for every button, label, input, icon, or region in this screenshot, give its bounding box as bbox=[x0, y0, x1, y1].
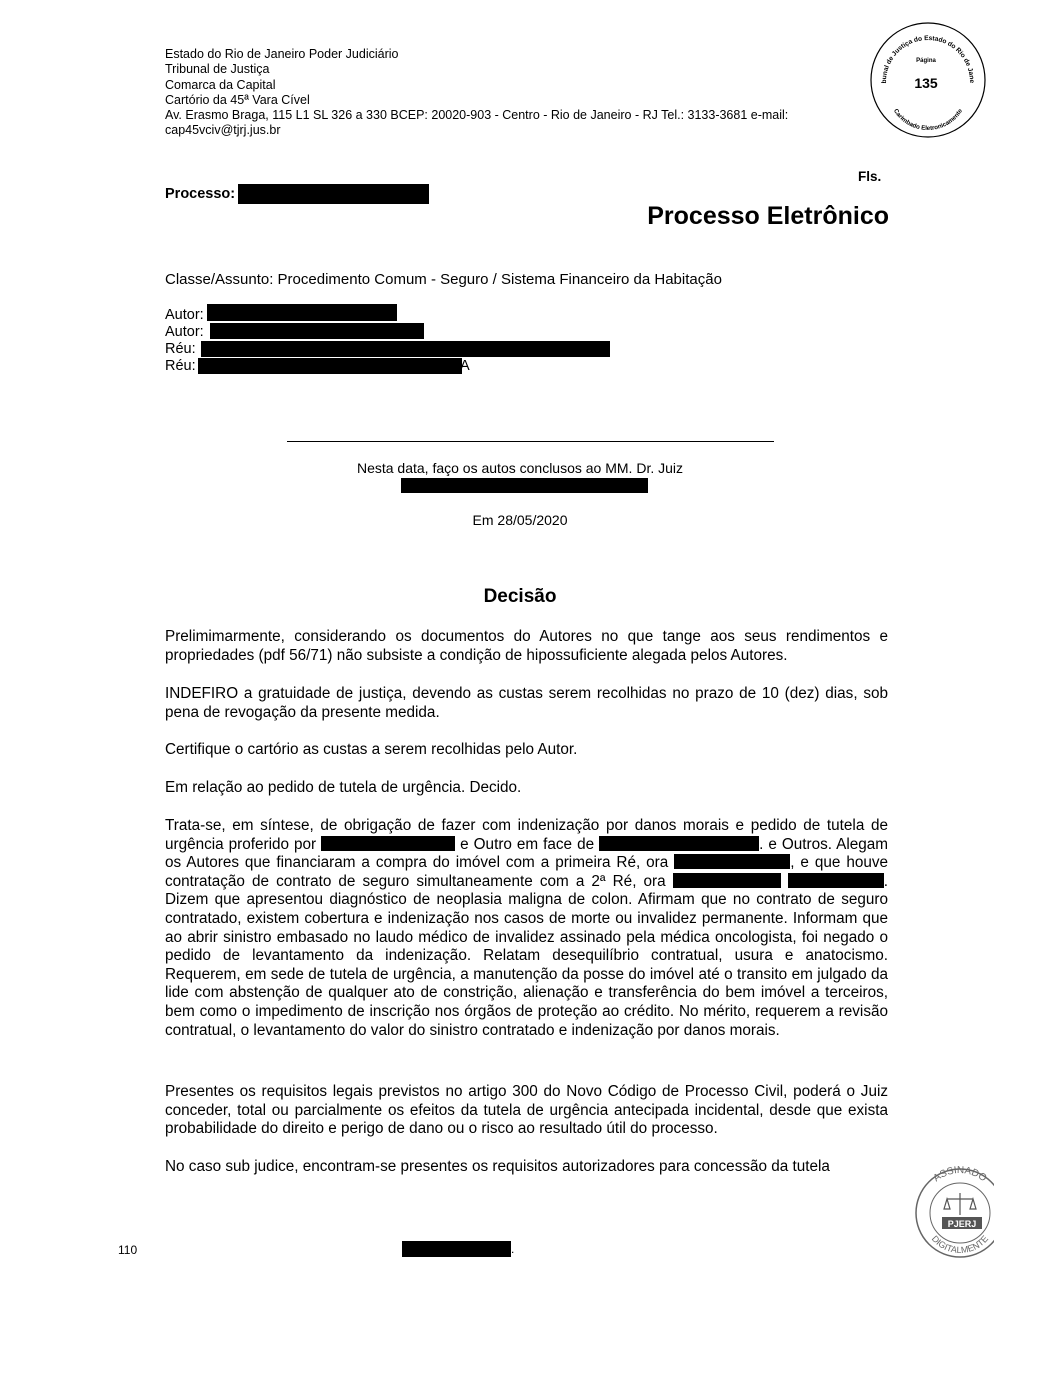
electronic-seal bbox=[868, 20, 986, 138]
redacted-party bbox=[210, 323, 424, 339]
redacted-party bbox=[201, 341, 610, 357]
paragraph bbox=[165, 779, 888, 798]
seal-page-number: 135 bbox=[914, 75, 938, 91]
text-segment: , e que houve contratação de contrato de seguro simultaneamente com a 2ª Ré, ora bbox=[165, 854, 889, 890]
conclusos-line: Nesta data, faço os autos conclusos ao MM. Dr. Juiz bbox=[356, 460, 684, 476]
header-line: Comarca da Capital bbox=[165, 77, 276, 92]
party-label: Réu: bbox=[165, 341, 196, 357]
paragraph bbox=[165, 741, 888, 760]
redacted-name bbox=[321, 836, 455, 851]
divider-line bbox=[287, 441, 774, 442]
seal-graphic bbox=[868, 20, 986, 138]
header-line: Av. Erasmo Braga, 115 L1 SL 326 a 330 BCEP: 20020-903 - Centro - Rio de Janeiro - RJ Tel.: 3133-3681 e-mail: bbox=[165, 108, 789, 123]
header-line: Estado do Rio de Janeiro Poder Judiciário bbox=[165, 47, 399, 61]
decision-title: Decisão bbox=[483, 586, 557, 607]
paragraph bbox=[165, 817, 888, 1040]
footer-page-number: 110 bbox=[118, 1243, 138, 1257]
redacted-name bbox=[788, 873, 884, 888]
seal-page-label: Página bbox=[916, 58, 936, 64]
text-segment: e Outro em face de bbox=[460, 835, 595, 853]
paragraph-text: INDEFIRO a gratuidade de justiça, devendo as custas serem recolhidas no prazo de 10 (dez) dias, sob pena de revogação da presente medida. bbox=[165, 685, 888, 721]
text-segment: . Dizem que apresentou diagnóstico de neoplasia maligna de colon. Afirmam que no contrato de seguro contratado, existem cobertura e indenização nos casos de morte ou invalidez permanente. Informam que ao abrir sinistro embasado no laudo médico de invalidez assinado pela médica oncologista, foi negado o pedido de levantamento da indenização. Relatam desequilíbrio contratual, usura e anatocismo. Requerem, em sede de tutela de urgência, a manutenção da posse do imóvel até o transito em julgado da lide com abstenção de qualquer ato de constrição, alienação e transferência do bem imóvel a terceiros, bem como o impedimento de inscrição nos órgãos de proteção ao crédito. No mérito, requerem a revisão contratual, o levantamento do valor do sinistro contratado e indenização por danos morais. bbox=[165, 872, 888, 1039]
party-suffix: A bbox=[460, 358, 470, 374]
paragraph bbox=[165, 1083, 888, 1139]
header-line: Cartório da 45ª Vara Cível bbox=[165, 92, 310, 107]
redacted-name bbox=[674, 854, 790, 869]
paragraph bbox=[165, 685, 888, 722]
page-title: Processo Eletrônico bbox=[647, 202, 889, 230]
stamp-graphic bbox=[914, 1157, 994, 1273]
scales-icon bbox=[944, 1193, 976, 1215]
date-line: Em 28/05/2020 bbox=[472, 512, 568, 528]
paragraph-text bbox=[165, 817, 888, 1040]
stamp-top-text: ASSINADO bbox=[931, 1164, 989, 1185]
redacted-process-number bbox=[238, 184, 429, 204]
process-label: Processo: bbox=[165, 186, 236, 202]
party-label: Autor: bbox=[165, 307, 204, 323]
redacted-name bbox=[599, 836, 759, 851]
court-header bbox=[165, 47, 788, 139]
seal-ring-text-bottom: Carimbado Eletronicamente bbox=[891, 107, 965, 133]
footer-period: . bbox=[511, 1242, 515, 1256]
redacted-signature bbox=[402, 1241, 511, 1257]
paragraph-text: Prelimimarmente, considerando os documentos do Autores no que tange aos seus rendimentos e propriedades (pdf 56/71) não subsiste a condição de hipossuficiente alegada pelos Autores. bbox=[165, 628, 888, 664]
party-label: Autor: bbox=[165, 324, 204, 340]
redacted-party bbox=[207, 304, 397, 321]
text-segment: . e Outros. Alegam os Autores que financiaram a compra do imóvel com a primeira Ré, ora bbox=[165, 835, 888, 872]
fls-label: Fls. bbox=[858, 169, 882, 184]
paragraph bbox=[165, 1158, 888, 1177]
paragraph-text: No caso sub judice, encontram-se presentes os requisitos autorizadores para concessão da tutela bbox=[165, 1158, 830, 1175]
header-line: cap45vciv@tjrj.jus.br bbox=[165, 123, 281, 138]
party-label: Réu: bbox=[165, 358, 196, 374]
seal-ring-text-top: bunal de Justiça do Estado do Rio de Jane bbox=[880, 34, 976, 84]
paragraph-text: Presentes os requisitos legais previstos no artigo 300 do Novo Código de Processo Civil, poderá o Juiz conceder, total ou parcialmente os efeitos da tutela de urgência antecipada incidental, desde que exista probabilidade do direito e perigo de dano ou o risco ao resultado útil do processo. bbox=[165, 1083, 888, 1138]
digital-signature-stamp bbox=[914, 1157, 994, 1273]
redacted-name bbox=[673, 873, 781, 888]
stamp-center-text: PJERJ bbox=[947, 1219, 977, 1229]
text-segment: Trata-se, em síntese, de obrigação de fazer com indenização por danos morais e pedido de tutela de urgência proferido por bbox=[165, 817, 888, 853]
paragraph-text: Em relação ao pedido de tutela de urgência. Decido. bbox=[165, 779, 522, 796]
header-line: Tribunal de Justiça bbox=[165, 62, 270, 77]
class-subject: Classe/Assunto: Procedimento Comum - Seguro / Sistema Financeiro da Habitação bbox=[165, 271, 722, 288]
paragraph bbox=[165, 628, 888, 665]
redacted-party bbox=[198, 358, 462, 374]
stamp-bottom-text: DIGITALMENTE bbox=[929, 1233, 991, 1256]
redacted-judge-name bbox=[401, 478, 648, 493]
paragraph-text: Certifique o cartório as custas a serem recolhidas pelo Autor. bbox=[165, 741, 578, 758]
